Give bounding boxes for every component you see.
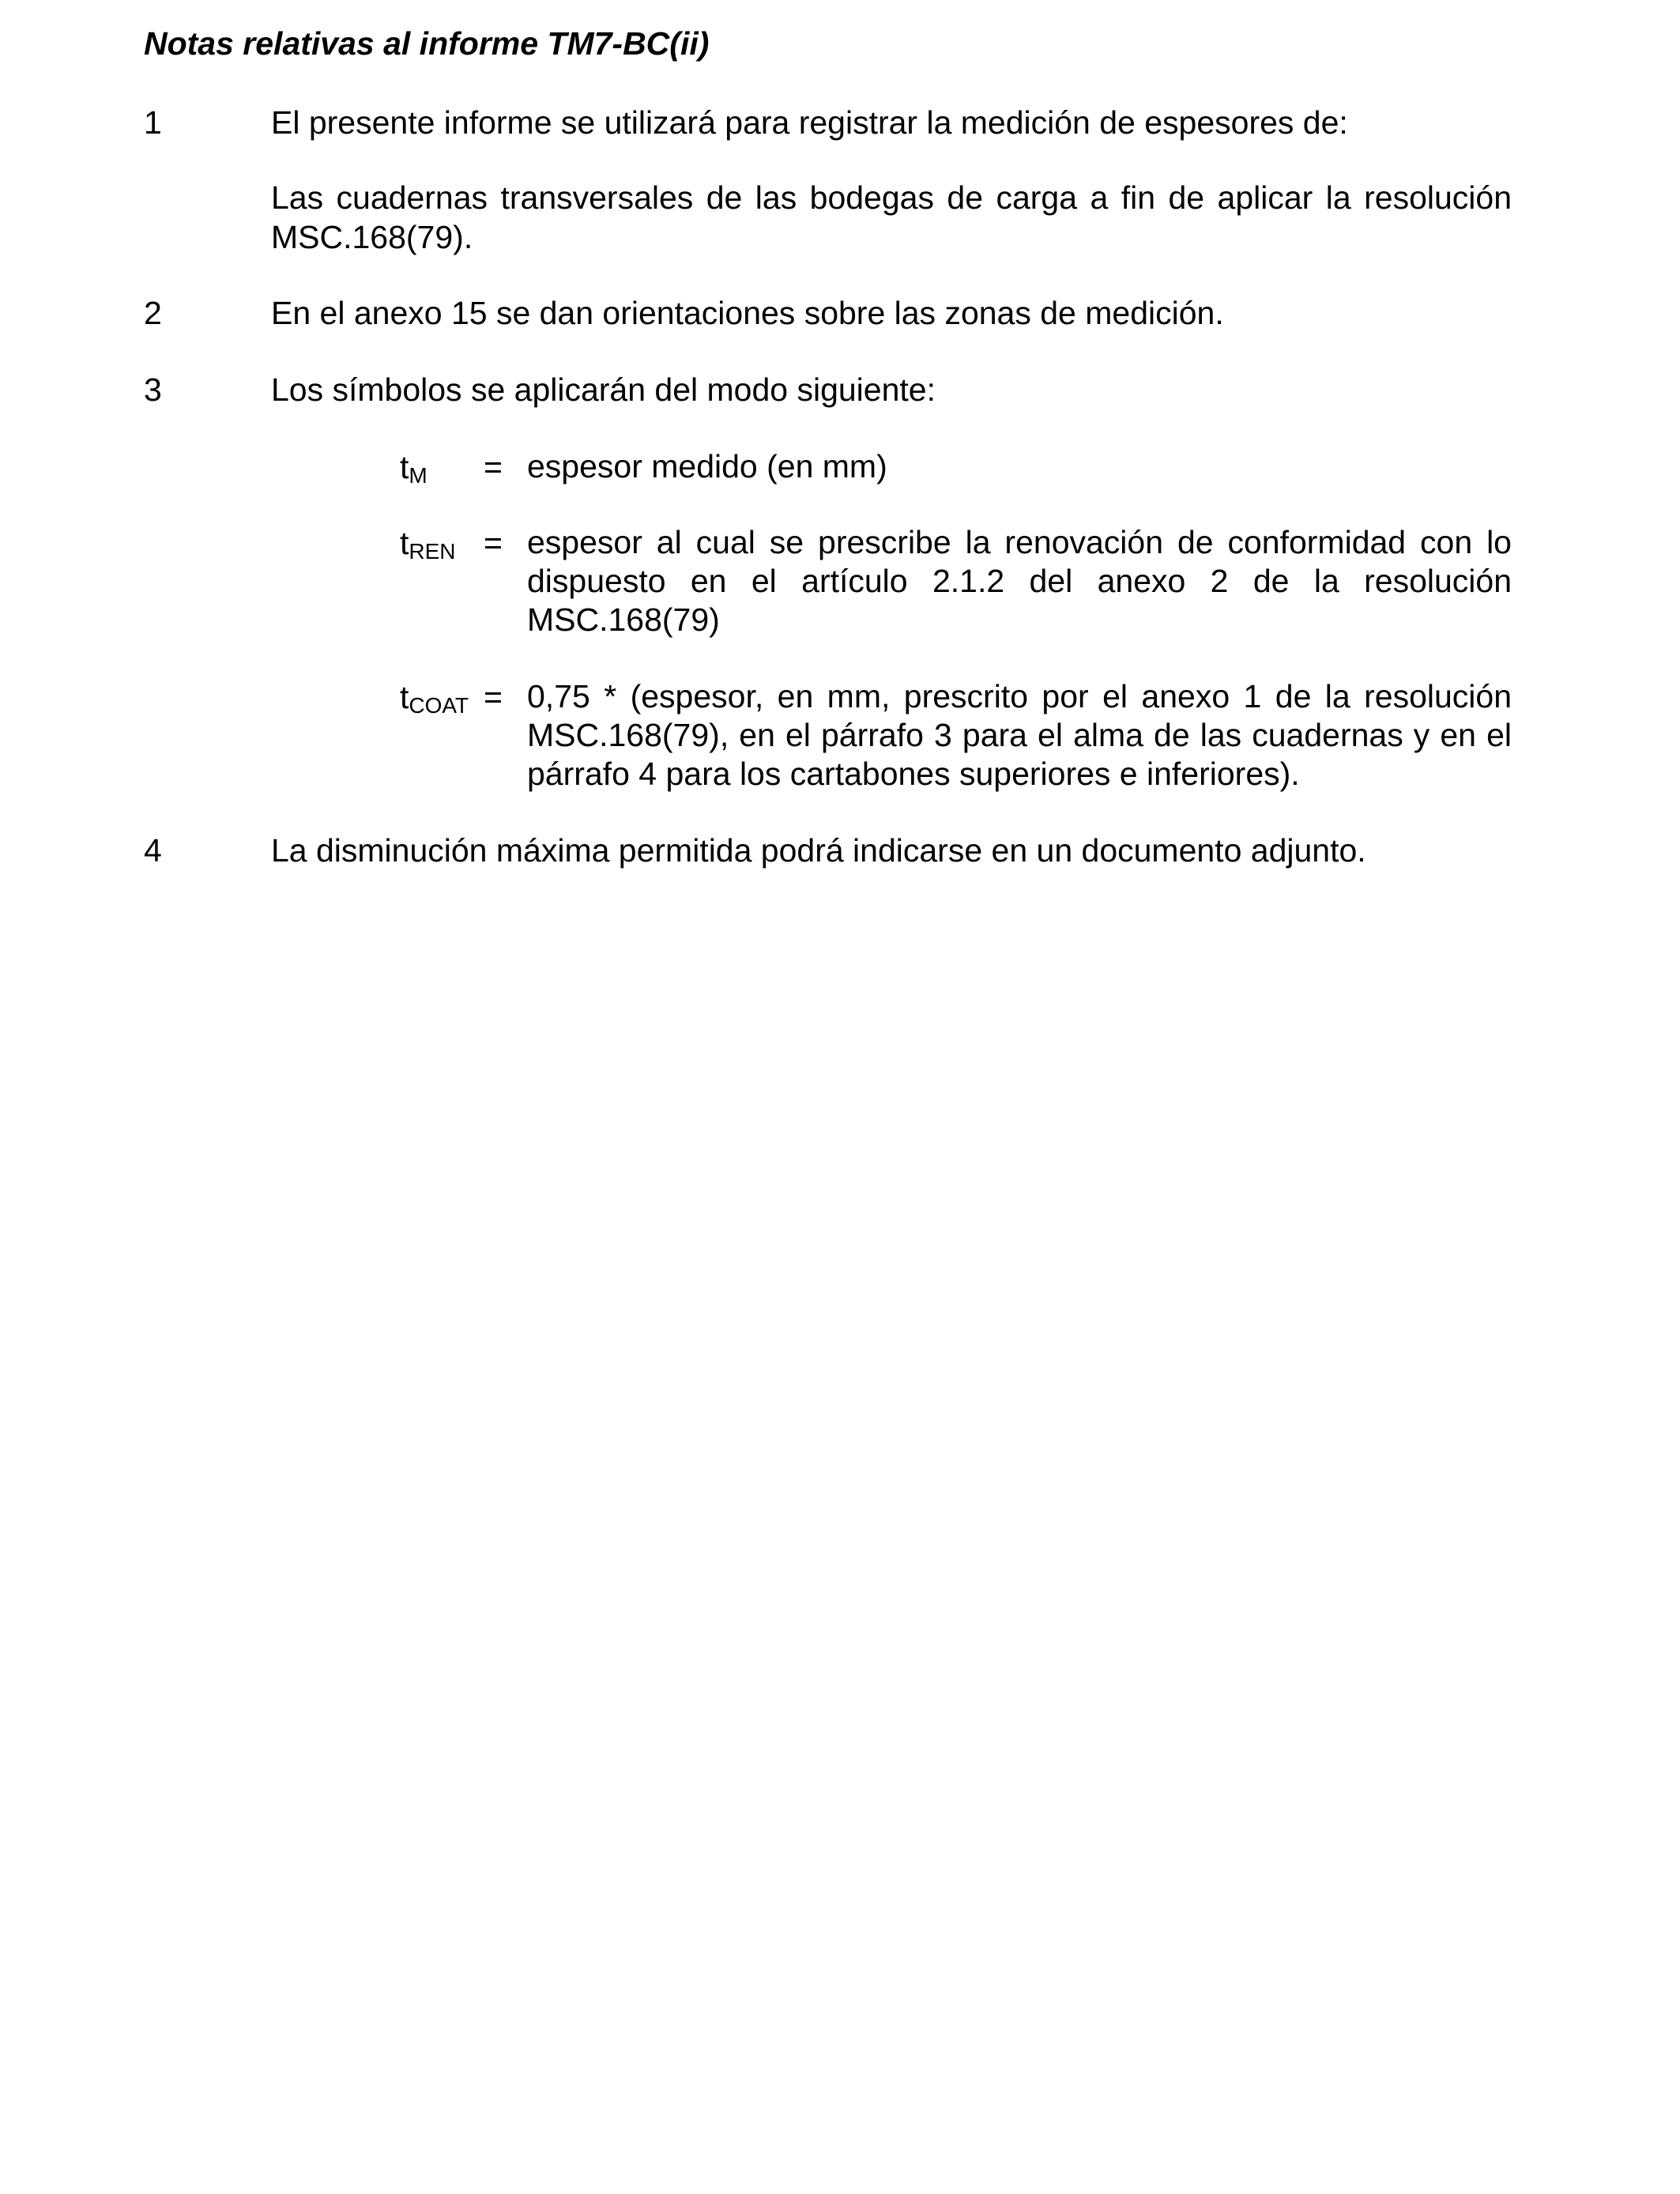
symbol-subscript: COAT bbox=[409, 693, 469, 718]
note-number: 3 bbox=[144, 371, 162, 408]
note-text: La disminución máxima permitida podrá indicarse en un documento adjunto. bbox=[271, 832, 1366, 869]
note-text: El presente informe se utilizará para registrar la medición de espesores de: bbox=[271, 104, 1348, 141]
equals-sign: = bbox=[484, 679, 503, 715]
note-number: 4 bbox=[144, 832, 162, 869]
symbol-base: t bbox=[400, 679, 409, 715]
note-number: 2 bbox=[144, 295, 162, 331]
note-text: Los símbolos se aplicarán del modo siguiente: bbox=[271, 371, 936, 408]
equals-sign: = bbox=[484, 525, 503, 561]
symbol-t-ren bbox=[400, 523, 456, 567]
symbol-t-coat bbox=[400, 677, 469, 721]
symbol-t-m bbox=[400, 447, 428, 491]
note-number: 1 bbox=[144, 104, 162, 141]
symbol-definition: espesor medido (en mm) bbox=[527, 448, 887, 484]
symbol-definition: espesor al cual se prescribe la renovación de conformidad con lo dispuesto en el artículo 2.1.2 del anexo 2 de la resolución MSC.168(79) bbox=[527, 524, 1512, 638]
note-text: En el anexo 15 se dan orientaciones sobre las zonas de medición. bbox=[271, 295, 1224, 331]
note-subtext: Las cuadernas transversales de las bodegas de carga a fin de aplicar la resolución MSC.168(79). bbox=[271, 179, 1512, 255]
symbol-base: t bbox=[400, 449, 409, 485]
symbol-subscript: REN bbox=[409, 539, 456, 564]
symbol-definition: 0,75 * (espesor, en mm, prescrito por el anexo 1 de la resolución MSC.168(79), en el párrafo 3 para el alma de las cuadernas y en el párrafo 4 para los cartabones superiores e inferiores). bbox=[527, 678, 1512, 792]
symbol-base: t bbox=[400, 525, 409, 561]
document-title: Notas relativas al informe TM7-BC(ii) bbox=[144, 25, 710, 62]
equals-sign: = bbox=[484, 449, 503, 485]
symbol-subscript: M bbox=[409, 463, 428, 488]
